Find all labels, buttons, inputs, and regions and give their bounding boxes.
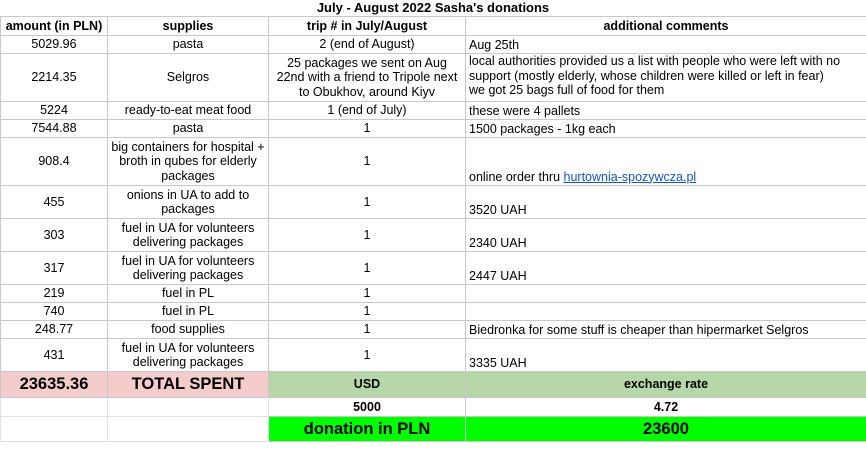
total-row — [1, 372, 866, 398]
comment-cell[interactable] — [466, 285, 866, 303]
trip-cell[interactable]: 1 — [269, 321, 466, 339]
empty-cell[interactable] — [1, 417, 108, 442]
donation-label[interactable]: donation in PLN — [269, 417, 466, 442]
header-amount: amount (in PLN) — [1, 17, 108, 36]
supplies-cell[interactable]: onions in UA to add to packages — [108, 186, 269, 219]
comment-cell[interactable] — [466, 54, 866, 102]
supplies-cell[interactable]: big containers for hospital + broth in qubes for elderly packages — [108, 138, 269, 186]
supplies-cell[interactable]: food supplies — [108, 321, 269, 339]
donation-row — [1, 417, 866, 442]
trip-cell[interactable]: 1 — [269, 303, 466, 321]
table-row — [1, 339, 866, 372]
comment-cell[interactable] — [466, 303, 866, 321]
comment-cell[interactable]: 2447 UAH — [466, 252, 866, 285]
header-comments: additional comments — [466, 17, 866, 36]
amount-cell[interactable]: 317 — [1, 252, 108, 285]
hurtownia-link[interactable]: hurtownia-spozywcza.pl — [563, 169, 697, 184]
trip-cell[interactable]: 2 (end of August) — [269, 36, 466, 54]
table-row — [1, 36, 866, 54]
comment-cell[interactable]: 3335 UAH — [466, 339, 866, 372]
comment-cell[interactable]: Aug 25th — [466, 36, 866, 54]
comment-cell[interactable]: 3520 UAH — [466, 186, 866, 219]
supplies-cell[interactable]: fuel in UA for volunteers delivering packages — [108, 252, 269, 285]
header-trip: trip # in July/August — [269, 17, 466, 36]
trip-cell[interactable]: 1 — [269, 252, 466, 285]
trip-cell[interactable]: 25 packages we sent on Aug 22nd with a friend to Tripole next to Obukhov, around Kiyv — [269, 54, 466, 102]
amount-cell[interactable]: 2214.35 — [1, 54, 108, 102]
supplies-cell[interactable]: pasta — [108, 36, 269, 54]
donation-value[interactable]: 23600 — [466, 417, 866, 442]
amount-cell[interactable]: 908.4 — [1, 138, 108, 186]
table-row — [1, 186, 866, 219]
exchange-rate-label[interactable]: exchange rate — [466, 372, 866, 398]
table-row — [1, 219, 866, 252]
empty-cell[interactable] — [108, 417, 269, 442]
amount-cell[interactable]: 303 — [1, 219, 108, 252]
trip-cell[interactable]: 1 — [269, 138, 466, 186]
table-row — [1, 120, 866, 138]
amount-cell[interactable]: 5224 — [1, 102, 108, 120]
exchange-rate-value[interactable]: 4.72 — [466, 398, 866, 417]
empty-cell[interactable] — [108, 398, 269, 417]
comment-line: local authorities provided us a list with people who were left with no support (mostly elderly, whose children were killed or left in fear) — [469, 54, 841, 83]
trip-cell[interactable]: 1 (end of July) — [269, 102, 466, 120]
trip-cell[interactable]: 1 — [269, 219, 466, 252]
supplies-cell[interactable]: pasta — [108, 120, 269, 138]
trip-cell[interactable]: 1 — [269, 186, 466, 219]
trip-cell[interactable]: 1 — [269, 120, 466, 138]
donations-table — [0, 16, 866, 442]
amount-cell[interactable]: 740 — [1, 303, 108, 321]
amount-cell[interactable]: 5029.96 — [1, 36, 108, 54]
comment-cell[interactable] — [466, 138, 866, 186]
usd-value[interactable]: 5000 — [269, 398, 466, 417]
table-row — [1, 54, 866, 102]
trip-cell[interactable]: 1 — [269, 285, 466, 303]
amount-cell[interactable]: 431 — [1, 339, 108, 372]
table-row — [1, 252, 866, 285]
comment-cell[interactable]: these were 4 pallets — [466, 102, 866, 120]
header-row — [1, 17, 866, 36]
comment-line: we got 25 bags full of food for them — [469, 83, 665, 97]
amount-cell[interactable]: 248.77 — [1, 321, 108, 339]
table-row — [1, 285, 866, 303]
comment-cell[interactable]: 1500 packages - 1kg each — [466, 120, 866, 138]
trip-cell[interactable]: 1 — [269, 339, 466, 372]
table-row — [1, 102, 866, 120]
comment-cell[interactable]: 2340 UAH — [466, 219, 866, 252]
comment-cell[interactable]: Biedronka for some stuff is cheaper than hipermarket Selgros — [466, 321, 866, 339]
supplies-cell[interactable]: fuel in UA for volunteers delivering packages — [108, 339, 269, 372]
usd-row — [1, 398, 866, 417]
table-row — [1, 321, 866, 339]
total-label[interactable]: TOTAL SPENT — [108, 372, 269, 398]
supplies-cell[interactable]: fuel in PL — [108, 303, 269, 321]
amount-cell[interactable]: 7544.88 — [1, 120, 108, 138]
table-row — [1, 303, 866, 321]
comment-text: online order thru — [469, 169, 564, 184]
supplies-cell[interactable]: fuel in UA for volunteers delivering packages — [108, 219, 269, 252]
amount-cell[interactable]: 455 — [1, 186, 108, 219]
amount-cell[interactable]: 219 — [1, 285, 108, 303]
sheet-title: July - August 2022 Sasha's donations — [0, 0, 866, 17]
supplies-cell[interactable]: ready-to-eat meat food — [108, 102, 269, 120]
supplies-cell[interactable]: fuel in PL — [108, 285, 269, 303]
usd-label[interactable]: USD — [269, 372, 466, 398]
total-amount[interactable]: 23635.36 — [1, 372, 108, 398]
header-supplies: supplies — [108, 17, 269, 36]
supplies-cell[interactable]: Selgros — [108, 54, 269, 102]
table-row — [1, 138, 866, 186]
empty-cell[interactable] — [1, 398, 108, 417]
